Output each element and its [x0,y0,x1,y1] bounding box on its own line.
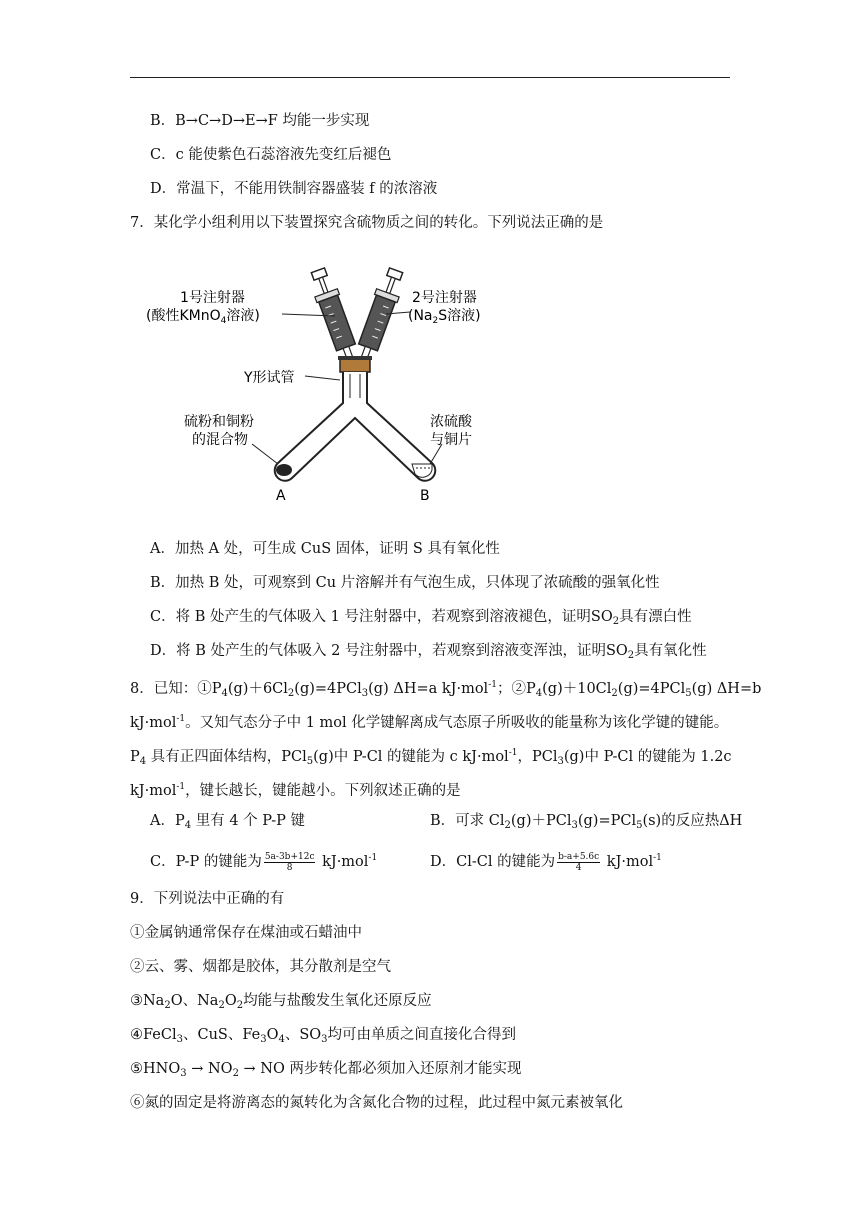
q7-option-d: D．将 B 处产生的气体吸入 2 号注射器中，若观察到溶液变浑浊，证明$SO_2$具有氧化性 [150,643,707,661]
q8-line-4: kJ·mol$^{-1}$，键长越长，键能越小。下列叙述正确的是 [130,782,461,799]
y-tube-label: Y形试管 [244,370,295,386]
syringe-2-label: 2号注射器 [412,290,477,306]
left-content-label: 硫粉和铜粉 [184,414,254,430]
fraction-c: $\frac{5a-3b+12c}{8}$ [264,851,315,873]
sulfur-copper-mixture [276,464,292,476]
q9-stem: 9．下列说法中正确的有 [130,891,285,907]
q8-line-1: 8．已知：$①P_4(g)+6Cl_2(g)=4PCl_3(g)$ ΔH=a kJ·mol$^{-1}$；$②P_4(g)+10Cl_2(g)=4PCl_5(g)$ ΔH=b [130,680,762,699]
syringe-2 [353,266,408,363]
q7-option-a: A．加热 A 处，可生成 CuS 固体，证明 S 具有氧化性 [150,541,500,557]
fraction-d: $\frac{b-a+5.6c}{4}$ [558,851,600,873]
syringe-2-solution-label: ($Na_2S$溶液) [408,308,481,326]
q8-option-d: D．Cl-Cl 的键能为 $\frac{b-a+5.6c}{4}$ kJ·mol$^{-1}$ [430,851,662,873]
q9-statement-6: ⑥氮的固定是将游离态的氮转化为含氮化合物的过程，此过程中氮元素被氧化 [130,1095,623,1111]
point-a-label: A [276,488,286,504]
syringe-1-label: 1号注射器 [180,290,245,306]
y-tube [275,372,436,481]
q8-option-c: C．P-P 的键能为 $\frac{5a-3b+12c}{8}$ kJ·mol$^{-1}$ [150,851,378,873]
q9-statement-2: ②云、雾、烟都是胶体，其分散剂是空气 [130,959,391,975]
header-rule [130,77,730,78]
q7-option-b: B．加热 B 处，可观察到 Cu 片溶解并有气泡生成，只体现了浓硫酸的强氧化性 [150,575,660,591]
q6-option-b: B．B→C→D→E→F 均能一步实现 [150,113,370,129]
q9-statement-3: $③Na_2O$、$Na_2O_2$均能与盐酸发生氧化还原反应 [130,993,432,1011]
q8-option-a: A．$P_4$ 里有 4 个 P-P 键 [150,813,305,831]
point-b-label: B [420,488,430,504]
q8-option-b: B．可求 $Cl_2(g)+PCl_3(g)=PCl_5(s)$的反应热ΔH [430,813,743,831]
syringe-1-solution-label: (酸性KMnO$_4$溶液) [146,308,260,326]
rubber-stopper [340,358,370,372]
q9-statement-5: $⑤HNO_3 \to NO_2$ → NO 两步转化都必须加入还原剂才能实现 [130,1061,522,1079]
right-content-label-2: 与铜片 [430,432,472,448]
syringe-1 [307,266,362,363]
y-tube-apparatus-figure [140,258,500,508]
q9-statement-1: ①金属钠通常保存在煤油或石蜡油中 [130,925,362,941]
q6-option-c: C．c 能使紫色石蕊溶液先变红后褪色 [150,147,392,163]
q7-option-c: C．将 B 处产生的气体吸入 1 号注射器中，若观察到溶液褪色，证明$SO_2$具有漂白性 [150,609,692,627]
left-content-label-2: 的混合物 [192,432,248,448]
q8-line-3: $P_4$ 具有正四面体结构，PCl$_5$(g)中 P-Cl 的键能为 c kJ·mol$^{-1}$，PCl$_3$(g)中 P-Cl 的键能为 1.2c [130,748,732,767]
right-content-label: 浓硫酸 [430,414,472,430]
q9-statement-4: ④FeCl$_3$、CuS、$Fe_3O_4$、$SO_3$均可由单质之间直接化合得到 [130,1027,517,1045]
q7-stem: 7．某化学小组利用以下装置探究含硫物质之间的转化。下列说法正确的是 [130,215,604,231]
q8-line-2: kJ·mol$^{-1}$。又知气态分子中 1 mol 化学键解离成气态原子所吸收的能量称为该化学键的键能。 [130,714,729,731]
q6-option-d: D．常温下，不能用铁制容器盛装 f 的浓溶液 [150,181,438,197]
